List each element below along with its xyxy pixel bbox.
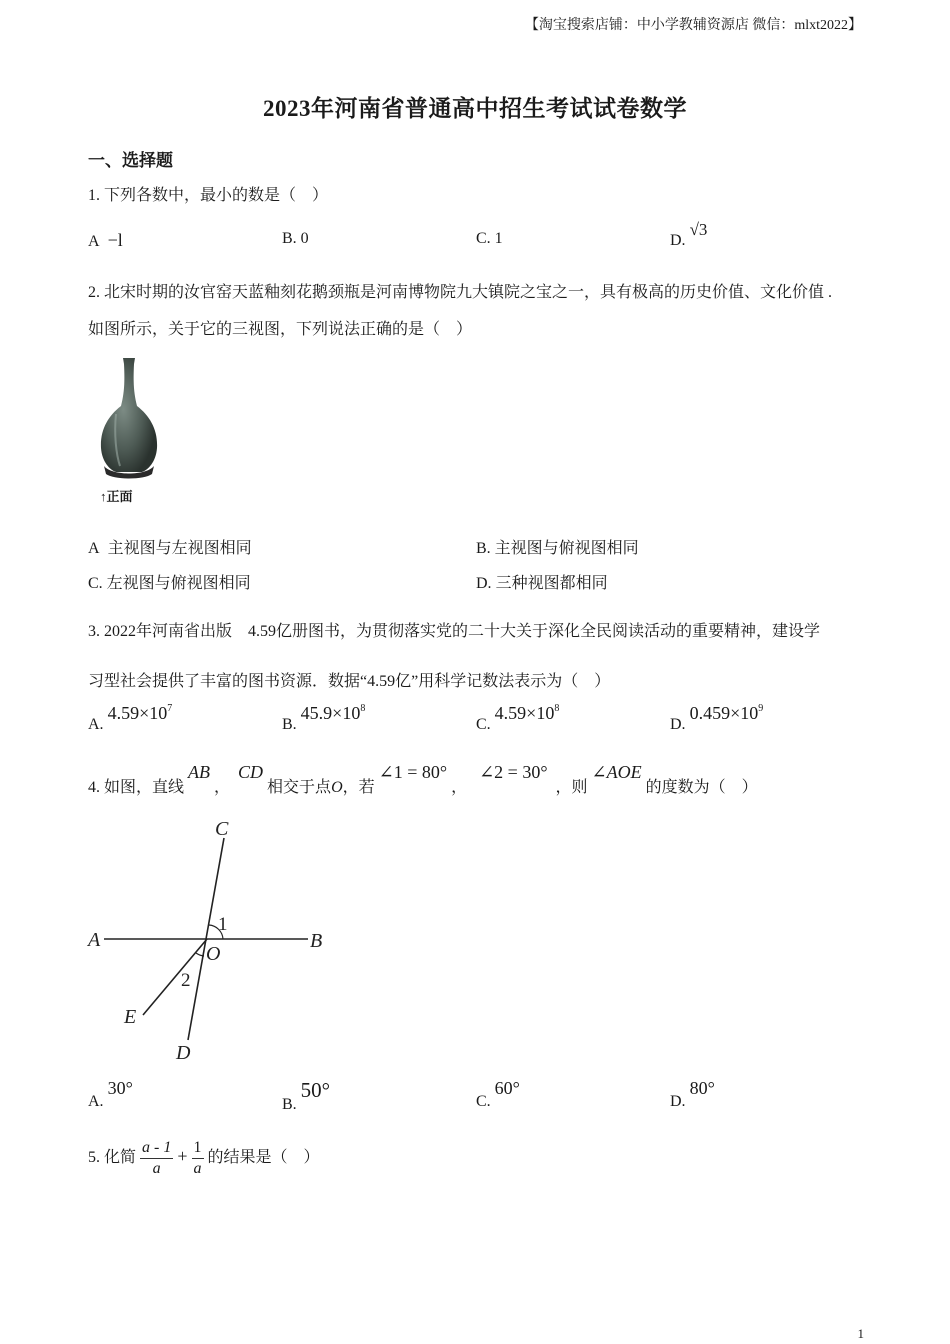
option-times: ×10 [139,703,168,723]
option-times: ×10 [526,703,555,723]
q5-suffix: 的结果是（ ） [207,1149,320,1167]
option-label: B. [282,230,297,247]
option-label: A. [88,716,104,733]
q4-stem [88,760,758,796]
q5-fraction1 [140,1138,173,1179]
option-label: A [88,233,100,250]
q1-option-d [670,220,708,250]
fraction-denominator: a [152,1160,161,1177]
caption-text: 正面 [106,489,133,504]
label-c: C [215,818,229,840]
q4-sep2: ， [451,779,468,796]
option-exponent: 8 [360,702,366,714]
page-title: 2023年河南省普通高中招生考试试卷数学 [263,96,687,121]
q3-option-b [282,702,366,733]
header-note: 【淘宝搜索店铺：中小学教辅资源店 微信：mlxt2022】 [524,18,862,33]
option-mantissa: 0.459 [689,703,731,723]
option-label: B. [282,1096,297,1113]
option-value: √3 [689,220,708,239]
q2-stem-line2: 如图所示，关于它的三视图，下列说法正确的是（ ） [88,321,473,338]
arrow-up-icon: ↑ [100,489,107,504]
q4-target-angle: ∠AOE [591,762,642,782]
q5-plus: + [177,1146,188,1167]
option-label: A. [88,1093,104,1110]
option-mantissa: 4.59 [107,703,140,723]
option-value: 80° [689,1078,715,1098]
option-value: 三种视图都相同 [495,575,608,592]
q3-option-c [476,702,560,733]
option-label: C. [88,575,103,592]
q4-line-ab: AB [188,762,211,782]
q4-option-c [476,1078,520,1110]
option-mantissa: 4.59 [494,703,527,723]
label-e: E [124,1006,137,1028]
fraction-numerator: a - 1 [140,1138,173,1159]
vase-caption [100,486,133,505]
label-d: D [176,1042,191,1064]
q4-suffix: 的度数为（ ） [645,779,758,796]
q4-angle1: ∠1 = 80° [378,762,448,782]
page-number: 1 [857,1326,864,1341]
q4-option-b [282,1078,331,1113]
q2-option-b [476,535,639,558]
q5-prefix: 5. 化简 [88,1149,137,1167]
option-times: ×10 [332,703,361,723]
vase-image [90,354,170,504]
label-o: O [206,943,221,965]
q4-figure [80,810,350,1070]
option-value: 左视图与俯视图相同 [106,575,251,592]
vase-figure [90,354,170,504]
q2-option-d [476,570,608,593]
q1-option-c [476,230,503,248]
q4-angle2: ∠2 = 30° [479,762,548,782]
q4-sep1: ， [214,779,231,796]
option-times: ×10 [730,703,759,723]
option-label: C. [476,716,491,733]
label-angle2: 2 [181,970,191,991]
option-exponent: 8 [554,702,560,714]
q3-stem-line1: 3. 2022年河南省出版 4.59亿册图书，为贯彻落实党的二十大关于深化全民阅读活动的重要精神，建设学 [88,623,821,640]
q4-if: ，若 [342,779,375,796]
option-value: 主视图与俯视图相同 [494,540,639,557]
option-value: 30° [107,1078,133,1098]
q1-option-a [88,230,123,251]
option-mantissa: 45.9 [300,703,333,723]
q1-option-b [282,230,309,248]
option-label: B. [476,540,491,557]
q3-option-a [88,702,173,733]
q5-fraction2 [192,1138,204,1179]
q2-stem-line1: 2. 北宋时期的汝官窑天蓝釉刻花鹅颈瓶是河南博物院九大镇院之宝之一，具有极高的历史价值、文化价值 . [88,284,833,301]
option-value: 1 [494,230,503,247]
section-heading: 一、选择题 [88,151,173,170]
option-value: −l [107,230,123,250]
q1-stem: 1. 下列各数中，最小的数是（ ） [88,187,329,204]
option-exponent: 7 [167,702,173,714]
option-exponent: 9 [758,702,764,714]
q3-stem-line2: 习型社会提供了丰富的图书资源．数据“4.59亿”用科学记数法表示为（ ） [88,673,611,690]
ray-oe [143,939,207,1015]
option-label: C. [476,230,491,247]
option-label: A [88,540,100,557]
label-b: B [310,930,323,952]
option-value: 50° [300,1078,331,1102]
q4-mid: 相交于点 [267,779,332,796]
label-angle1: 1 [218,914,228,935]
q4-then: ，则 [555,779,588,796]
q4-option-a [88,1078,133,1110]
option-label: B. [282,716,297,733]
q2-option-a [88,535,252,558]
fraction-denominator: a [193,1160,202,1177]
option-label: D. [670,232,686,249]
fraction-numerator: 1 [192,1138,204,1159]
option-value: 60° [494,1078,520,1098]
option-label: D. [670,1093,686,1110]
option-label: D. [476,575,492,592]
q4-prefix: 4. 如图，直线 [88,779,185,796]
label-a: A [88,929,101,951]
q5-stem [88,1138,320,1179]
option-label: D. [670,716,686,733]
q3-option-d [670,702,764,733]
option-label: C. [476,1093,491,1110]
q4-line-cd: CD [238,762,264,782]
q4-option-d [670,1078,715,1110]
option-value: 主视图与左视图相同 [107,540,252,557]
q4-point: O [331,779,343,796]
option-value: 0 [300,230,309,247]
q2-option-c [88,570,251,593]
